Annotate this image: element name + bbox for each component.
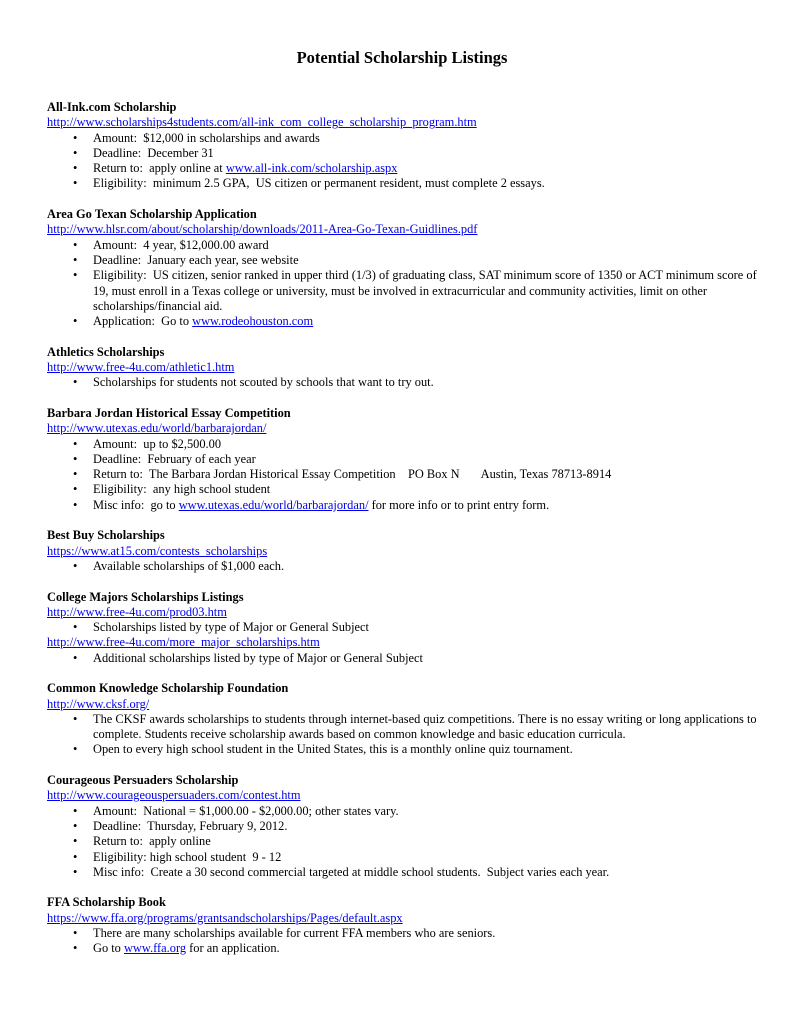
bullet-text: Go to	[93, 941, 124, 956]
bullet-text: Return to: apply online at	[93, 161, 226, 176]
bullet-item	[47, 268, 760, 314]
bullet-list	[47, 651, 757, 666]
bullet-dot-icon: •	[73, 849, 78, 864]
bullet-text: Scholarships for students not scouted by schools that want to try out.	[93, 375, 434, 390]
bullet-text: for an application.	[186, 941, 280, 956]
bullet-item	[47, 850, 757, 865]
scholarship-section	[47, 590, 757, 666]
bullet-item	[47, 146, 757, 161]
scholarship-heading: Courageous Persuaders Scholarship	[47, 773, 239, 788]
bullet-dot-icon: •	[73, 145, 78, 160]
bullet-item	[47, 742, 757, 757]
bullet-list	[47, 711, 760, 758]
scholarship-heading: FFA Scholarship Book	[47, 895, 166, 910]
scholarship-section	[47, 345, 757, 391]
scholarship-heading: Barbara Jordan Historical Essay Competition	[47, 405, 291, 420]
scholarship-heading: Athletics Scholarships	[47, 344, 165, 359]
bullet-item	[47, 711, 760, 743]
bullet-dot-icon: •	[73, 497, 78, 512]
inline-link[interactable]: www.ffa.org	[123, 941, 187, 956]
bullet-text: Return to: apply online	[93, 834, 211, 849]
bullet-dot-icon: •	[73, 941, 78, 956]
bullet-text: Amount: $12,000 in scholarships and awards	[93, 130, 320, 145]
bullet-item	[47, 620, 757, 635]
bullet-text: for more info or to print entry form.	[368, 497, 550, 512]
bullet-item	[47, 161, 757, 176]
bullet-list	[47, 620, 757, 635]
bullet-list	[47, 237, 760, 330]
bullet-dot-icon: •	[73, 252, 78, 267]
scholarship-section	[47, 773, 757, 880]
bullet-text: Open to every high school student in the United States, this is a monthly online quiz tournament.	[93, 742, 573, 757]
bullet-dot-icon: •	[73, 482, 78, 497]
bullet-text: Application: Go to	[93, 314, 193, 329]
bullet-dot-icon: •	[73, 314, 78, 329]
scholarship-url-link[interactable]: http://www.scholarships4students.com/all-ink_com_college_scholarship_program.htm	[47, 115, 477, 130]
bullet-text: Eligibility: US citizen, senior ranked in upper third (1/3) of graduating class, SAT minimum score of 1350 or ACT minimum score of 19, must enroll in a Texas college or university, must be involved in extracurricular and community activities, limit on other scholarships/financial aid.	[93, 268, 760, 313]
scholarship-url-link[interactable]: http://www.utexas.edu/world/barbarajordan/	[47, 421, 267, 436]
bullet-list	[47, 926, 757, 957]
bullet-item	[47, 253, 757, 268]
scholarship-url-link[interactable]: http://www.free-4u.com/more_major_scholarships.htm	[47, 635, 320, 650]
bullet-dot-icon: •	[73, 742, 78, 757]
bullet-text: Amount: 4 year, $12,000.00 award	[93, 237, 269, 252]
scholarship-url-link[interactable]: https://www.ffa.org/programs/grantsandscholarships/Pages/default.aspx	[47, 910, 403, 925]
bullet-text: Deadline: December 31	[93, 145, 214, 160]
bullet-item	[47, 804, 757, 819]
bullet-dot-icon: •	[73, 176, 78, 191]
page-title: Potential Scholarship Listings	[296, 48, 508, 67]
bullet-dot-icon: •	[73, 834, 78, 849]
bullet-item	[47, 314, 757, 329]
bullet-dot-icon: •	[73, 711, 78, 726]
bullet-item	[47, 834, 757, 849]
bullet-dot-icon: •	[73, 436, 78, 451]
scholarship-url-link[interactable]: http://www.hlsr.com/about/scholarship/downloads/2011-Area-Go-Texan-Guidlines.pdf	[47, 222, 478, 237]
bullet-text: Misc info: Create a 30 second commercial targeted at middle school students. Subject varies each year.	[93, 864, 610, 879]
bullet-dot-icon: •	[73, 926, 78, 941]
scholarship-heading: Best Buy Scholarships	[47, 528, 165, 543]
scholarship-section	[47, 895, 757, 956]
bullet-text: Scholarships listed by type of Major or General Subject	[93, 620, 369, 635]
bullet-text: Eligibility: any high school student	[93, 482, 271, 497]
bullet-text: Amount: up to $2,500.00	[93, 436, 222, 451]
bullet-text: Deadline: January each year, see website	[93, 252, 299, 267]
bullet-dot-icon: •	[73, 375, 78, 390]
document-page	[47, 48, 760, 972]
bullet-text: Amount: National = $1,000.00 - $2,000.00; other states vary.	[93, 803, 399, 818]
bullet-item	[47, 498, 757, 513]
bullet-dot-icon: •	[73, 130, 78, 145]
bullet-item	[47, 176, 757, 191]
scholarship-list	[47, 100, 760, 957]
bullet-dot-icon: •	[73, 620, 78, 635]
bullet-item	[47, 482, 757, 497]
bullet-item	[47, 131, 757, 146]
bullet-dot-icon: •	[73, 451, 78, 466]
bullet-list	[47, 375, 757, 390]
scholarship-section	[47, 207, 760, 329]
bullet-text: There are many scholarships available for current FFA members who are seniors.	[93, 926, 496, 941]
scholarship-section	[47, 528, 757, 574]
bullet-text: Available scholarships of $1,000 each.	[93, 558, 285, 573]
bullet-text: Eligibility: high school student 9 - 12	[93, 849, 282, 864]
scholarship-heading: College Majors Scholarships Listings	[47, 589, 244, 604]
bullet-list	[47, 559, 757, 574]
bullet-dot-icon: •	[73, 237, 78, 252]
bullet-dot-icon: •	[73, 818, 78, 833]
bullet-list	[47, 804, 757, 880]
bullet-item	[47, 437, 757, 452]
bullet-dot-icon: •	[73, 161, 78, 176]
bullet-dot-icon: •	[73, 268, 78, 283]
scholarship-url-link[interactable]: https://www.at15.com/contests_scholarships	[47, 543, 268, 558]
bullet-item	[47, 375, 757, 390]
bullet-text: Additional scholarships listed by type of Major or General Subject	[93, 650, 424, 665]
bullet-item	[47, 238, 757, 253]
inline-link[interactable]: www.rodeohouston.com	[192, 314, 314, 329]
bullet-dot-icon: •	[73, 467, 78, 482]
bullet-text: The CKSF awards scholarships to students through internet-based quiz competitions. There is no essay writing or long applications to complete. Students receive scholarship awards based on common knowledge and basic education curricula.	[93, 711, 760, 742]
scholarship-url-link[interactable]: http://www.cksf.org/	[47, 696, 150, 711]
inline-link[interactable]: www.all-ink.com/scholarship.aspx	[225, 161, 398, 176]
bullet-list	[47, 437, 757, 513]
inline-link[interactable]: www.utexas.edu/world/barbarajordan/	[178, 497, 369, 512]
bullet-dot-icon: •	[73, 650, 78, 665]
scholarship-section	[47, 406, 757, 513]
scholarship-url-link[interactable]: http://www.courageouspersuaders.com/contest.htm	[47, 788, 301, 803]
scholarship-section	[47, 681, 760, 757]
bullet-text: Misc info: go to	[93, 497, 179, 512]
bullet-dot-icon: •	[73, 864, 78, 879]
bullet-text: Return to: The Barbara Jordan Historical Essay Competition PO Box N Austin, Texas 78713-8914	[93, 467, 612, 482]
scholarship-heading: Area Go Texan Scholarship Application	[47, 207, 257, 222]
bullet-item	[47, 467, 757, 482]
bullet-item	[47, 651, 757, 666]
bullet-dot-icon: •	[73, 558, 78, 573]
bullet-dot-icon: •	[73, 803, 78, 818]
bullet-text: Deadline: February of each year	[93, 451, 256, 466]
bullet-list	[47, 131, 757, 192]
bullet-text: Eligibility: minimum 2.5 GPA, US citizen or permanent resident, must complete 2 essays.	[93, 176, 545, 191]
scholarship-url-link[interactable]: http://www.free-4u.com/prod03.htm	[47, 604, 227, 619]
bullet-text: Deadline: Thursday, February 9, 2012.	[93, 818, 288, 833]
bullet-item	[47, 926, 757, 941]
scholarship-section	[47, 100, 757, 192]
scholarship-heading: Common Knowledge Scholarship Foundation	[47, 681, 289, 696]
scholarship-url-link[interactable]: http://www.free-4u.com/athletic1.htm	[47, 360, 235, 375]
bullet-item	[47, 865, 757, 880]
bullet-item	[47, 452, 757, 467]
scholarship-heading: All-Ink.com Scholarship	[47, 100, 177, 114]
bullet-item	[47, 941, 757, 956]
bullet-item	[47, 819, 757, 834]
bullet-item	[47, 559, 757, 574]
